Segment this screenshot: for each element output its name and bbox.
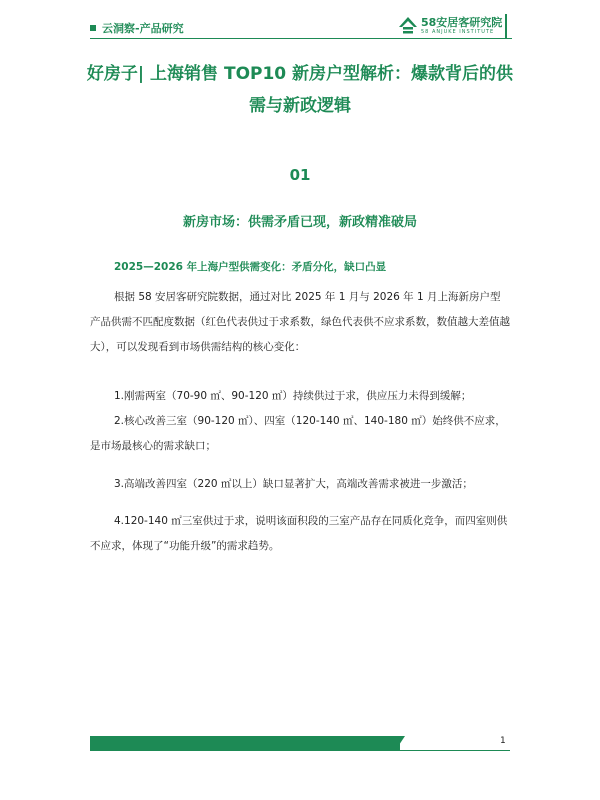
- document-title: 好房子| 上海销售 TOP10 新房户型解析：爆款背后的供需与新政逻辑: [86, 64, 514, 116]
- logo-text-cn: 58安居客研究院: [421, 15, 503, 29]
- footer-divider: [90, 750, 510, 751]
- section-title: 新房市场：供需矛盾已现，新政精准破局: [182, 215, 417, 230]
- paragraph-point-1: 1.刚需两室（70-90 ㎡、90-120 ㎡）持续供过于求，供应压力未得到缓解；: [114, 390, 472, 402]
- section-subtitle: 2025—2026 年上海户型供需变化：矛盾分化，缺口凸显: [114, 261, 387, 273]
- paragraph-point-2: 2.核心改善三室（90-120 ㎡）、四室（120-140 ㎡、140-180 ㎡）始终供不应求，是市场最核心的需求缺口；: [90, 415, 506, 452]
- house-logo-icon: [398, 16, 418, 36]
- footer-band-slant: [395, 736, 405, 751]
- page-number: 1: [500, 736, 506, 746]
- header-divider: [90, 38, 512, 39]
- brand-square-icon: [90, 25, 96, 31]
- header-brand: [90, 20, 184, 36]
- brand-label: 云洞察-产品研究: [102, 22, 184, 35]
- logo-text-en: 58 ANJUKE INSTITUTE: [421, 28, 495, 35]
- section-number: 01: [289, 166, 311, 184]
- header-accent-bar: [505, 14, 507, 38]
- paragraph-point-3: 3.高端改善四室（220 ㎡以上）缺口显著扩大，高端改善需求被进一步激活；: [114, 478, 473, 490]
- paragraph-intro: 根据 58 安居客研究院数据，通过对比 2025 年 1 月与 2026 年 1 月上海新房户型产品供需不匹配度数据（红色代表供过于求系数，绿色代表供不应求系数，数值越大差值越大），可以发现看到市场供需结构的核心变化：: [90, 291, 510, 353]
- footer-band: [90, 736, 400, 751]
- paragraph-point-4: 4.120-140 ㎡三室供过于求，说明该面积段的三室产品存在同质化竞争，而四室则供不应求，体现了“功能升级”的需求趋势。: [90, 515, 508, 552]
- logo: [398, 16, 502, 36]
- page-header: [0, 0, 600, 40]
